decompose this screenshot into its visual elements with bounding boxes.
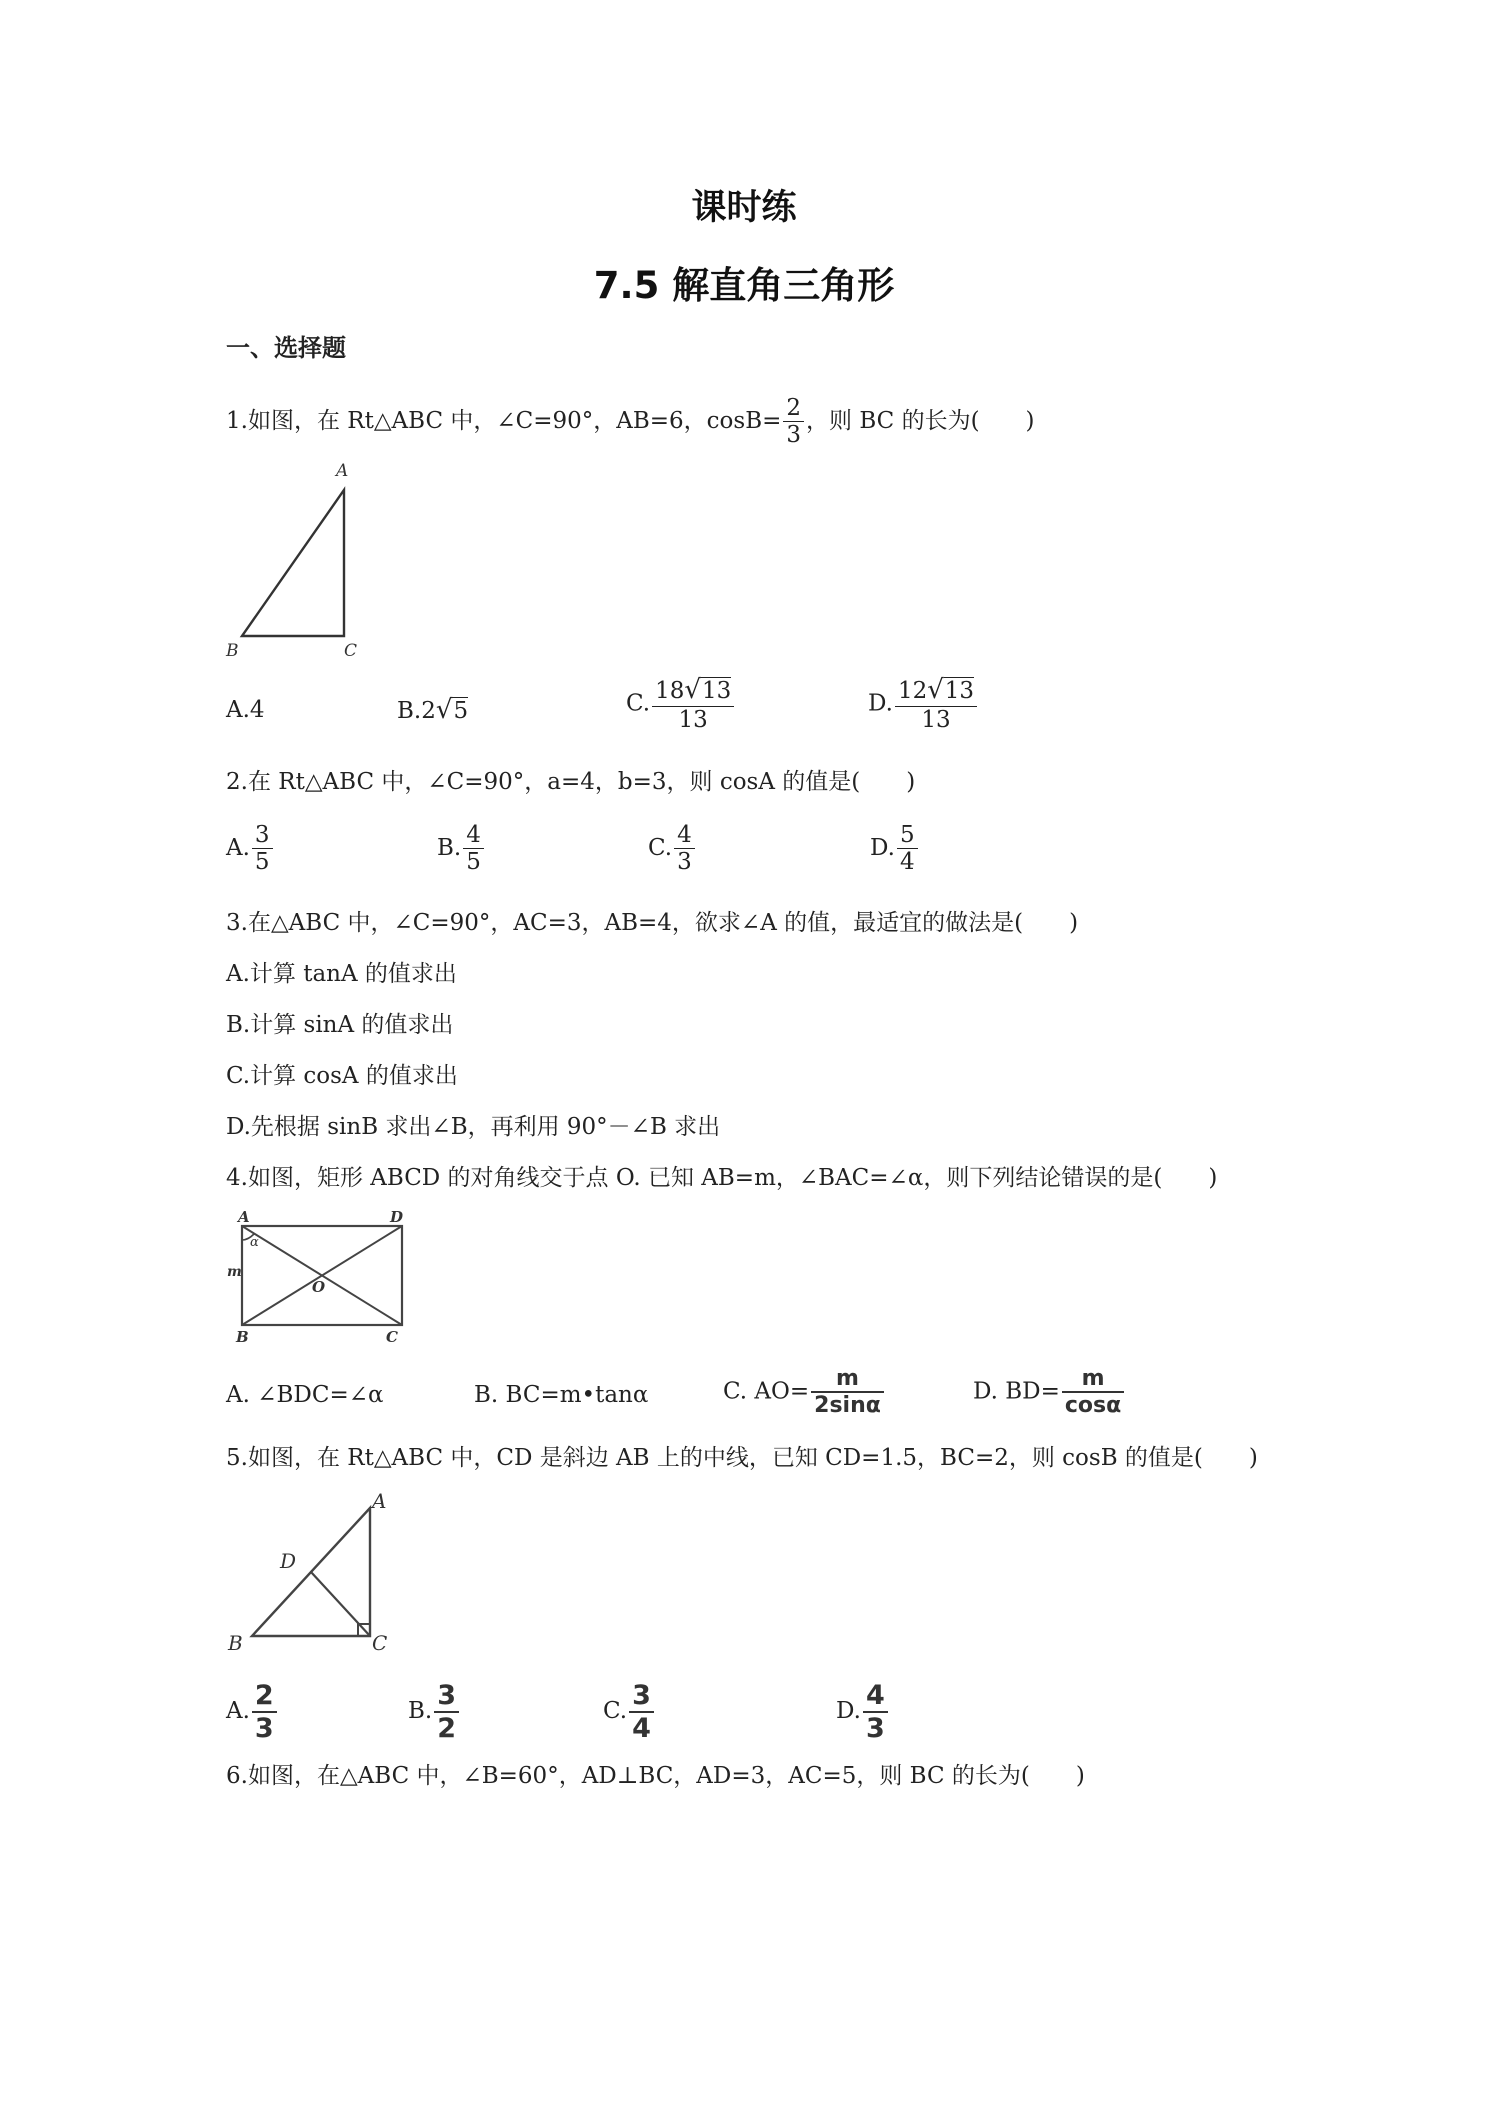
- question-4-stem: 4.如图，矩形 ABCD 的对角线交于点 O. 已知 AB=m，∠BAC=∠α，则下列结论错误的是( ): [226, 1165, 1218, 1191]
- fraction-numerator: 3: [629, 1680, 654, 1713]
- question-6-stem: 6.如图，在△ABC 中，∠B=60°，AD⊥BC，AD=3，AC=5，则 BC 的长为( ): [226, 1763, 1085, 1789]
- question-5-option-a[interactable]: [226, 1680, 279, 1744]
- option-prefix: D.: [836, 1698, 861, 1725]
- side-label-m: m: [227, 1264, 242, 1280]
- question-3-stem: 3.在△ABC 中，∠C=90°，AC=3，AB=4，欲求∠A 的值，最适宜的做法是( ): [226, 910, 1079, 936]
- question-2-option-c[interactable]: [648, 822, 697, 876]
- fraction-numerator: [652, 676, 734, 707]
- vertex-label-c: C: [386, 1328, 398, 1346]
- question-4-option-b[interactable]: B. BC=m•tanα: [474, 1382, 649, 1408]
- fraction-numerator: 4: [463, 822, 484, 849]
- question-4-option-a[interactable]: A. ∠BDC=∠α: [226, 1382, 384, 1408]
- option-prefix: B.: [408, 1698, 433, 1725]
- question-4-option-d[interactable]: [973, 1366, 1126, 1419]
- question-3-option-c[interactable]: C.计算 cosA 的值求出: [226, 1063, 458, 1089]
- center-label-o: O: [312, 1278, 326, 1296]
- radicand: 13: [944, 678, 975, 704]
- question-1-option-c[interactable]: [626, 676, 736, 733]
- fraction-denominator: 2sinα: [814, 1393, 881, 1419]
- fraction-numerator: 3: [252, 822, 273, 849]
- fraction-numerator: 2: [252, 1680, 277, 1713]
- question-3-option-d[interactable]: D.先根据 sinB 求出∠B，再利用 90°－∠B 求出: [226, 1114, 721, 1140]
- option-d-fraction: [895, 676, 977, 733]
- option-fraction: [434, 1680, 459, 1744]
- option-prefix: A.: [226, 1698, 250, 1725]
- fraction-numerator: m: [811, 1366, 884, 1393]
- fraction-numerator: 5: [897, 822, 918, 849]
- fraction-numerator: 3: [434, 1680, 459, 1713]
- vertex-label-a: A: [336, 461, 349, 481]
- radicand: 13: [701, 678, 732, 704]
- fraction-denominator: 4: [632, 1713, 651, 1745]
- option-c-prefix: C.: [626, 690, 651, 717]
- fraction-denominator: 13: [921, 706, 951, 733]
- fraction-denominator: 5: [466, 849, 481, 876]
- question-3-option-b[interactable]: B.计算 sinA 的值求出: [226, 1012, 454, 1038]
- question-2-option-a[interactable]: [226, 822, 275, 876]
- question-4-option-c[interactable]: [723, 1366, 886, 1419]
- question-1-stem: [226, 395, 1035, 449]
- question-1-fraction: [783, 395, 804, 449]
- fraction-denominator: 3: [254, 1713, 274, 1745]
- question-2-option-b[interactable]: [437, 822, 486, 876]
- option-fraction: [897, 822, 918, 876]
- question-4-figure: [224, 1208, 414, 1346]
- fraction-numerator: 2: [783, 395, 804, 422]
- fraction-denominator: 4: [899, 849, 915, 876]
- option-prefix: B.: [437, 834, 462, 861]
- fraction-denominator: cosα: [1064, 1393, 1122, 1419]
- vertex-label-c: C: [372, 1631, 388, 1655]
- vertex-label-b: B: [228, 1631, 243, 1655]
- vertex-label-d: D: [280, 1549, 297, 1573]
- question-5-stem: 5.如图，在 Rt△ABC 中，CD 是斜边 AB 上的中线，已知 CD=1.5，BC=2，则 cosB 的值是( ): [226, 1445, 1258, 1471]
- vertex-label-b: B: [236, 1328, 249, 1346]
- vertex-label-b: B: [226, 641, 239, 661]
- fraction-numerator: [895, 676, 977, 707]
- question-1-option-a[interactable]: A.4: [226, 697, 265, 723]
- question-1-stem-text: 1.如图，在 Rt△ABC 中，∠C=90°，AB=6，cosB=: [226, 407, 782, 434]
- radicand: 5: [453, 698, 469, 724]
- option-fraction: [629, 1680, 654, 1744]
- option-prefix: A.: [226, 834, 250, 861]
- angle-label-alpha: α: [250, 1235, 259, 1250]
- option-fraction: [674, 822, 695, 876]
- triangle-abc: [242, 490, 344, 636]
- median-cd: [311, 1572, 370, 1636]
- option-c-fraction: [811, 1366, 884, 1419]
- vertex-label-c: C: [344, 641, 358, 661]
- option-d-prefix: D. BD=: [973, 1378, 1060, 1405]
- option-prefix: D.: [870, 834, 895, 861]
- fraction-denominator: 3: [786, 422, 802, 449]
- question-3-option-a[interactable]: A.计算 tanA 的值求出: [226, 961, 457, 987]
- option-c-prefix: C. AO=: [723, 1378, 810, 1405]
- sqrt-sign: √: [684, 675, 701, 705]
- question-1-option-d[interactable]: [868, 676, 979, 733]
- option-fraction: [463, 822, 484, 876]
- fraction-numerator: m: [1062, 1366, 1124, 1393]
- fraction-denominator: 3: [677, 849, 692, 876]
- question-5-option-b[interactable]: [408, 1680, 461, 1744]
- worksheet-title: 课时练: [691, 188, 797, 228]
- option-prefix: C.: [603, 1698, 628, 1725]
- question-5-figure: [224, 1488, 404, 1658]
- vertex-label-a: A: [372, 1489, 387, 1513]
- vertex-label-d: D: [390, 1208, 404, 1226]
- sqrt-sign: √: [435, 695, 453, 725]
- question-1-option-b[interactable]: [397, 695, 468, 726]
- lesson-title: 7.5 解直角三角形: [593, 264, 895, 307]
- fraction-denominator: 3: [865, 1713, 885, 1745]
- question-2-option-d[interactable]: [870, 822, 920, 876]
- option-fraction: [252, 822, 273, 876]
- question-5-option-c[interactable]: [603, 1680, 656, 1744]
- fraction-numerator: 4: [674, 822, 695, 849]
- fraction-numerator: 4: [863, 1680, 888, 1713]
- option-fraction: [863, 1680, 888, 1744]
- section-heading: 一、选择题: [226, 334, 346, 362]
- fraction-denominator: 2: [437, 1713, 457, 1745]
- sqrt-sign: √: [927, 675, 944, 705]
- fraction-denominator: 13: [678, 706, 708, 733]
- coefficient: 12: [897, 678, 928, 704]
- fraction-denominator: 5: [254, 849, 270, 876]
- option-c-fraction: [652, 676, 734, 733]
- vertex-label-a: A: [238, 1208, 250, 1226]
- option-d-prefix: D.: [868, 690, 893, 717]
- option-fraction: [252, 1680, 277, 1744]
- question-2-stem: 2.在 Rt△ABC 中，∠C=90°，a=4，b=3，则 cosA 的值是( ): [226, 769, 916, 795]
- question-1-figure: [220, 460, 370, 660]
- option-d-fraction: [1062, 1366, 1124, 1419]
- option-prefix: C.: [648, 834, 673, 861]
- coefficient: 18: [655, 678, 685, 704]
- question-5-option-d[interactable]: [836, 1680, 890, 1744]
- option-b-prefix: B.2: [397, 698, 436, 724]
- question-1-stem-tail: ，则 BC 的长为( ): [806, 407, 1035, 434]
